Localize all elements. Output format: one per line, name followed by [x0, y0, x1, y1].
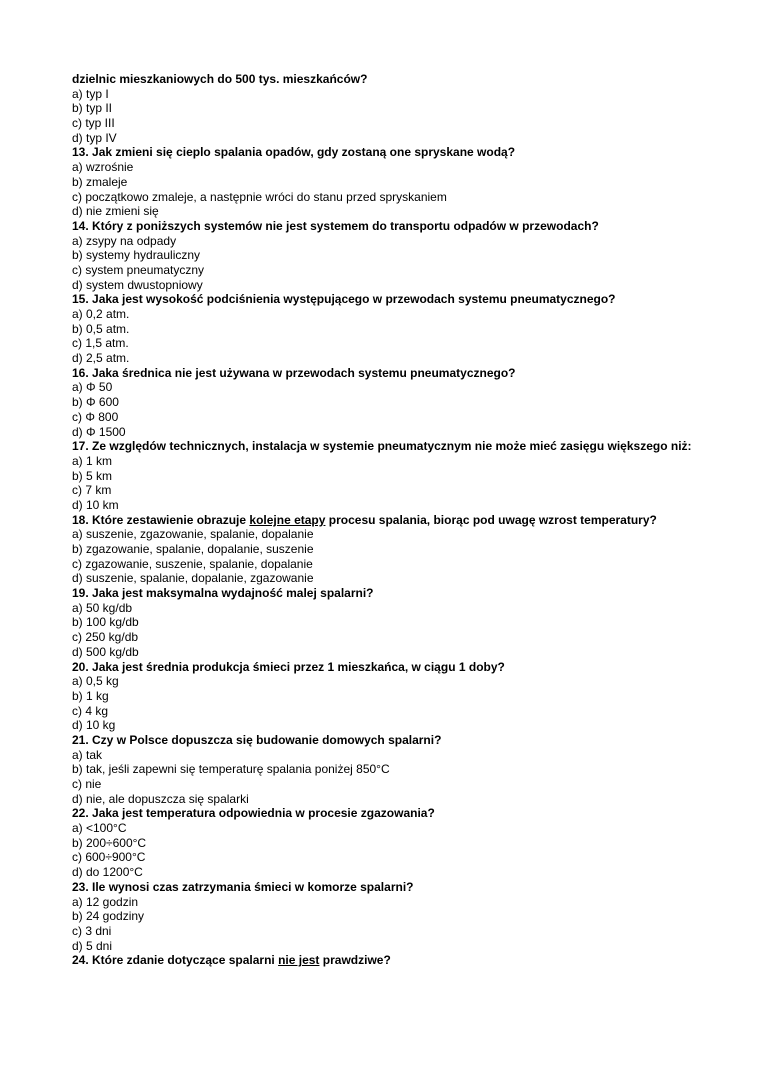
answer-option: c) zgazowanie, suszenie, spalanie, dopalanie — [72, 556, 313, 571]
answer-option: c) 3 dni — [72, 923, 112, 938]
answer-option: c) początkowo zmaleje, a następnie wróci do stanu przed spryskaniem — [72, 189, 447, 204]
question-16: 16. Jaka średnica nie jest używana w przewodach systemu pneumatycznego? — [72, 365, 516, 380]
answer-option: c) Φ 800 — [72, 409, 119, 424]
answer-option: b) zgazowanie, spalanie, dopalanie, suszenie — [72, 542, 314, 557]
question-23: 23. Ile wynosi czas zatrzymania śmieci w komorze spalarni? — [72, 879, 414, 894]
question-19: 19. Jaka jest maksymalna wydajność malej spalarni? — [72, 586, 374, 601]
answer-option: b) zmaleje — [72, 174, 128, 189]
answer-option: d) 10 kg — [72, 718, 116, 733]
answer-option: a) 1 km — [72, 453, 113, 468]
answer-option: b) typ II — [72, 101, 113, 116]
answer-option: c) typ III — [72, 116, 115, 131]
question-24-text: 24. Które zdanie dotyczące spalarni — [72, 953, 279, 968]
answer-option: a) Φ 50 — [72, 380, 113, 395]
answer-option: d) nie, ale dopuszcza się spalarki — [72, 791, 249, 806]
answer-option: d) 2,5 atm. — [72, 351, 130, 366]
answer-option: d) suszenie, spalanie, dopalanie, zgazowanie — [72, 571, 314, 586]
question-15: 15. Jaka jest wysokość podciśnienia występującego w przewodach systemu pneumatycznego? — [72, 292, 616, 307]
question-17: 17. Ze względów technicznych, instalacja w systemie pneumatycznym nie może mieć zasięgu większego niż: — [72, 439, 692, 454]
question-continuation: dzielnic mieszkaniowych do 500 tys. mieszkańców? — [72, 72, 368, 86]
question-22: 22. Jaka jest temperatura odpowiednia w procesie zgazowania? — [72, 806, 435, 821]
answer-option: d) system dwustopniowy — [72, 277, 203, 292]
answer-option: b) 0,5 atm. — [72, 321, 130, 336]
question-18 — [72, 513, 692, 528]
answer-option: d) typ IV — [72, 130, 117, 145]
answer-option: b) tak, jeśli zapewni się temperaturę spalania poniżej 850°C — [72, 762, 390, 777]
answer-option: c) 7 km — [72, 483, 112, 498]
question-18-underlined: kolejne etapy — [249, 512, 326, 527]
answer-option: d) 5 dni — [72, 938, 113, 953]
answer-option: b) 5 km — [72, 468, 113, 483]
question-21: 21. Czy w Polsce dopuszcza się budowanie domowych spalarni? — [72, 732, 442, 747]
question-24-text-end: prawdziwe? — [319, 953, 391, 968]
answer-option: b) 1 kg — [72, 688, 109, 703]
answer-option: d) nie zmieni się — [72, 204, 159, 219]
answer-option: b) 24 godziny — [72, 909, 145, 924]
answer-option: a) 0,5 kg — [72, 674, 119, 689]
answer-option: b) systemy hydrauliczny — [72, 248, 201, 263]
question-18-text-end: procesu spalania, biorąc pod uwagę wzrost temperatury? — [325, 512, 657, 527]
answer-option: a) tak — [72, 747, 103, 762]
answer-option: b) 200÷600°C — [72, 835, 147, 850]
document-page — [72, 72, 692, 968]
answer-option: c) 1,5 atm. — [72, 336, 129, 351]
answer-option: a) typ I — [72, 86, 109, 101]
question-13: 13. Jak zmieni się cieplo spalania opadów, gdy zostaną one spryskane wodą? — [72, 145, 516, 160]
answer-option: d) do 1200°C — [72, 865, 143, 880]
answer-option: a) suszenie, zgazowanie, spalanie, dopalanie — [72, 527, 314, 542]
answer-option: c) 4 kg — [72, 703, 109, 718]
answer-option: b) 100 kg/db — [72, 615, 139, 630]
answer-option: a) 12 godzin — [72, 894, 139, 909]
answer-option: d) 500 kg/db — [72, 644, 139, 659]
answer-option: a) 0,2 atm. — [72, 307, 130, 321]
answer-option: c) 250 kg/db — [72, 630, 139, 645]
answer-option: c) system pneumatyczny — [72, 262, 205, 277]
answer-option: a) zsypy na odpady — [72, 233, 177, 248]
question-24-underlined: nie jest — [278, 953, 320, 968]
answer-option: a) <100°C — [72, 821, 127, 836]
answer-option: d) Φ 1500 — [72, 424, 126, 439]
answer-option: a) wzrośnie — [72, 160, 134, 175]
answer-option: b) Φ 600 — [72, 395, 119, 410]
question-24 — [72, 953, 692, 968]
answer-option: d) 10 km — [72, 497, 119, 512]
answer-option: c) nie — [72, 777, 102, 792]
answer-option: a) 50 kg/db — [72, 600, 133, 615]
question-20: 20. Jaka jest średnia produkcja śmieci przez 1 mieszkańca, w ciągu 1 doby? — [72, 659, 505, 674]
question-18-text: 18. Które zestawienie obrazuje — [72, 512, 250, 527]
answer-option: c) 600÷900°C — [72, 850, 146, 865]
question-14: 14. Który z poniższych systemów nie jest systemem do transportu odpadów w przewodach? — [72, 218, 599, 233]
